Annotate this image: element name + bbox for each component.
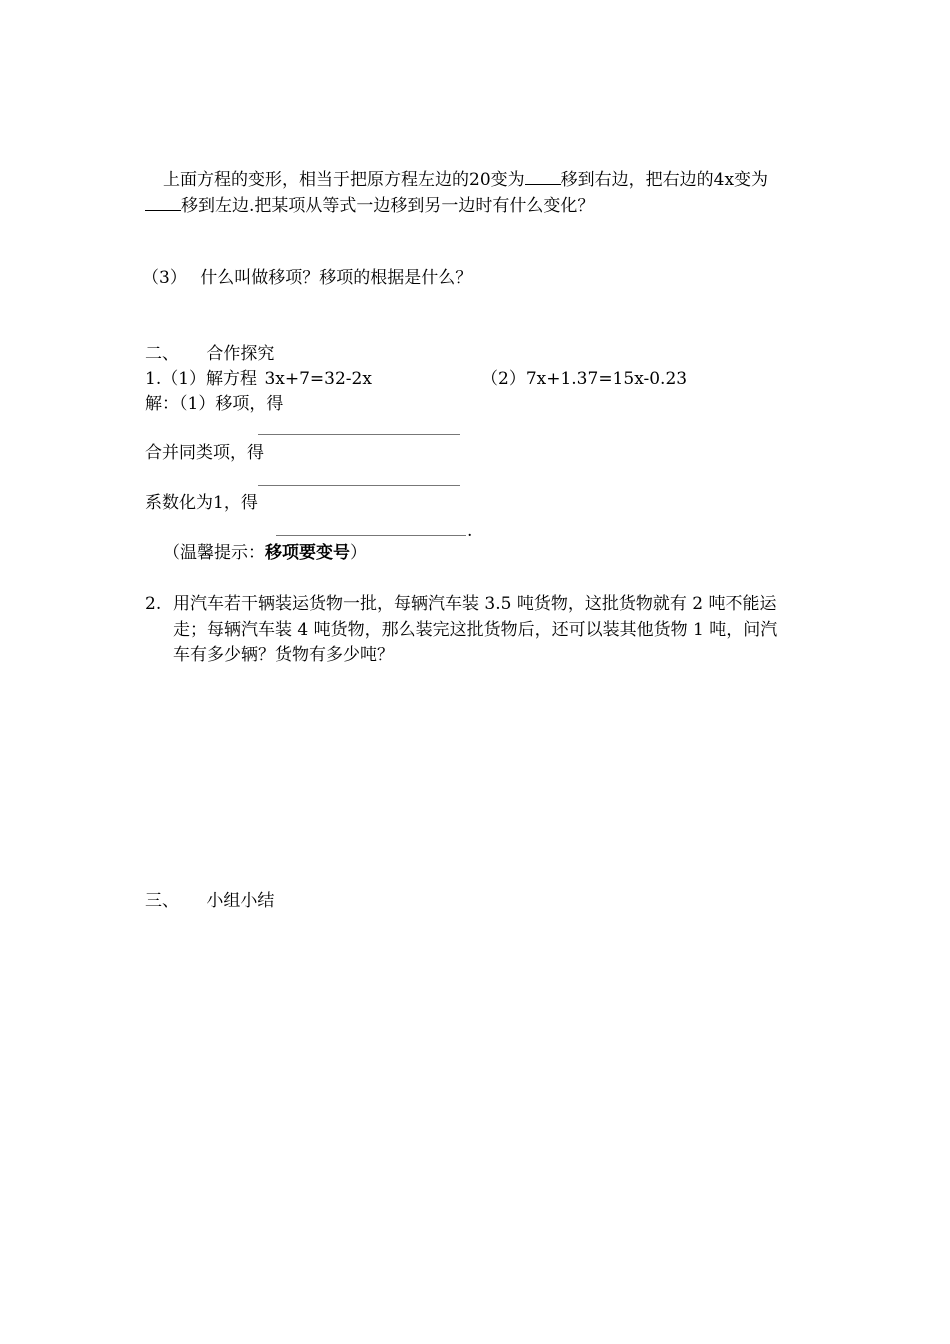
hint-bold: 移项要变号 — [265, 543, 350, 563]
problem-2-line-2: 走；每辆汽车装 4 吨货物，那么装完这批货物后，还可以装其他货物 1 吨，问汽 — [173, 620, 778, 640]
section-3-heading — [145, 889, 274, 913]
intro-text-d: 变为 — [734, 170, 769, 190]
blank-1[interactable] — [525, 168, 561, 185]
problem-2-line-3: 车有多少辆？货物有多少吨？ — [173, 645, 394, 665]
problem-1-label: 1.（1）解方程 — [145, 369, 258, 389]
answer-line-1[interactable] — [258, 434, 460, 435]
section-2-heading — [145, 342, 274, 366]
step-coefficient-num: 1 — [213, 493, 224, 513]
intro-line-2 — [145, 194, 594, 218]
question-3-text: 什么叫做移项？移项的根据是什么？ — [200, 268, 473, 288]
hint — [163, 541, 367, 565]
intro-text-e: 移到左边.把某项从等式一边移到另一边时有什么变化？ — [181, 196, 595, 216]
problem-2-line-1: 用汽车若干辆装运货物一批，每辆汽车装 3.5 吨货物，这批货物就有 2 吨不能运 — [173, 594, 777, 614]
section-2-marker: 二、 — [145, 344, 179, 364]
intro-num-20: 20 — [469, 170, 491, 190]
problem-2-number: 2. — [145, 594, 162, 614]
answer-line-2[interactable] — [258, 485, 460, 486]
intro-term-4x: 4x — [713, 170, 735, 190]
hint-open: （温馨提示： — [163, 543, 265, 563]
step-coefficient-b: ，得 — [223, 493, 258, 513]
step-coefficient — [145, 491, 258, 515]
intro-text-b: 变为 — [490, 170, 525, 190]
section-3-marker: 三、 — [145, 891, 179, 911]
problem-1-line — [145, 367, 372, 391]
step-coefficient-a: 系数化为 — [145, 493, 213, 513]
question-3-marker: （3） — [142, 268, 187, 288]
intro-line-1 — [163, 168, 768, 192]
hint-close: ） — [350, 543, 367, 563]
question-3 — [142, 266, 472, 290]
intro-text-a: 上面方程的变形，相当于把原方程左边的 — [163, 170, 469, 190]
step-combine: 合并同类项，得 — [145, 443, 264, 463]
section-2-title: 合作探究 — [206, 344, 275, 364]
section-3-title: 小组小结 — [206, 891, 275, 911]
blank-2[interactable] — [145, 194, 181, 211]
intro-text-c: 移到右边，把右边的 — [560, 170, 714, 190]
solution-label: 解：（1）移项，得 — [145, 394, 284, 414]
answer-line-3[interactable] — [276, 535, 466, 536]
answer-period: . — [467, 521, 473, 541]
problem-1-equation: 3x+7=32-2x — [264, 369, 372, 389]
problem-1-part-2: （2）7x+1.37=15x-0.23 — [481, 369, 688, 389]
